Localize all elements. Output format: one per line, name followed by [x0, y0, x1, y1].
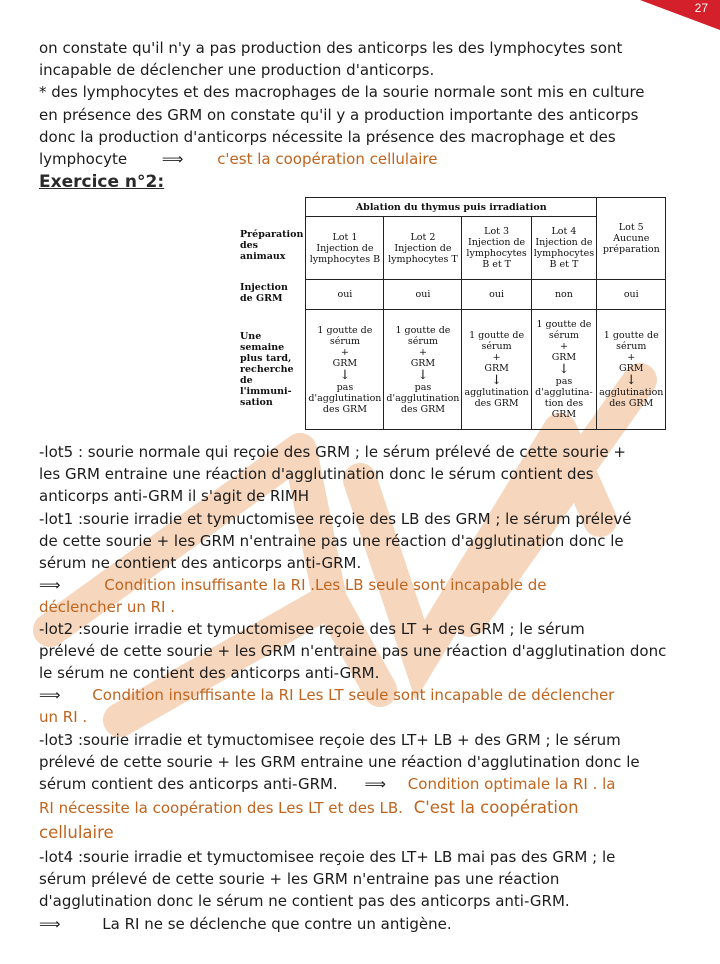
cell-grm-lot5: oui: [597, 280, 666, 310]
text-line: -lot3 :sourie irradie et tymuctomisee reçoie des LT+ LB + des GRM ; le sérum: [39, 731, 621, 749]
text-line: [39, 574, 547, 596]
arrow-right-icon: ⟹: [364, 775, 386, 793]
text-line: d'agglutination donc le sérum ne contient pas des anticorps anti-GRM.: [39, 892, 570, 910]
conclusion-text: déclencher un RI .: [39, 598, 175, 616]
conclusion-text: La RI ne se déclenche que contre un antigène.: [102, 915, 452, 933]
text-fragment: sérum contient des anticorps anti-GRM.: [39, 775, 338, 793]
text-line: prélevé de cette sourie + les GRM entraine une réaction d'agglutination donc le: [39, 753, 640, 771]
text-line: [39, 913, 452, 935]
cell-prep-lot1: Lot 1 Injection de lymphocytes B: [306, 217, 384, 280]
cell-result-lot2: 1 goutte de sérum + GRM ↓ pas d'agglutination des GRM: [384, 310, 462, 430]
text-line: anticorps anti-GRM il s'agit de RIMH: [39, 487, 310, 505]
conclusion-text: Condition insuffisante la RI .Les LB seule sont incapable de: [104, 576, 547, 594]
text-line: le sérum ne contient des anticorps anti-GRM.: [39, 664, 380, 682]
cell-grm-lot3: oui: [462, 280, 531, 310]
arrow-down-icon: ↓: [417, 367, 429, 383]
text-line: en présence des GRM on constate qu'il y a production importante des anticorps: [39, 106, 639, 124]
conclusion-text: un RI .: [39, 708, 88, 726]
conclusion-text: Condition optimale la RI . la: [407, 775, 616, 793]
exercise-title: Exercice n°2:: [39, 172, 165, 192]
text-line: -lot2 :sourie irradie et tymuctomisee reçoie des LT + des GRM ; le sérum: [39, 620, 585, 638]
cell-prep-lot3: Lot 3 Injection de lymphocytes B et T: [462, 217, 531, 280]
cell-result-lot3: 1 goutte de sérum + GRM ↓ agglutination des GRM: [462, 310, 531, 430]
arrow-right-icon: ⟹: [39, 686, 60, 704]
arrow-right-icon: ⟹: [39, 915, 60, 933]
row-label-injection: Injection de GRM: [240, 281, 288, 304]
conclusion-text: C'est la coopération: [413, 798, 579, 817]
cell-grm-lot4: non: [531, 280, 596, 310]
text-line: [39, 797, 579, 819]
cell-result-lot4: 1 goutte de sérum + GRM ↓ pas d'agglutina-tion des GRM: [531, 310, 596, 430]
text-line: donc la production d'anticorps nécessite la présence des macrophage et des: [39, 128, 616, 146]
text-line: -lot1 :sourie irradie et tymuctomisee reçoie des LB des GRM ; le sérum prélevé: [39, 510, 632, 528]
text-line: sérum ne contient des anticorps anti-GRM.: [39, 554, 362, 572]
table-header: Ablation du thymus puis irradiation: [306, 198, 597, 217]
text-line: [39, 773, 616, 795]
arrow-right-icon: ⟹: [161, 150, 183, 168]
cell-result-lot1: 1 goutte de sérum + GRM ↓ pas d'agglutination des GRM: [306, 310, 384, 430]
cell-prep-lot2: Lot 2 Injection de lymphocytes T: [384, 217, 462, 280]
cell-grm-lot1: oui: [306, 280, 384, 310]
text-line: on constate qu'il n'y a pas production des anticorps les des lymphocytes sont: [39, 39, 623, 57]
text-line: sérum prélevé de cette sourie + les GRM n'entraine pas une réaction: [39, 870, 560, 888]
row-label-preparation: Préparation des animaux: [240, 228, 304, 262]
text-line: prélevé de cette sourie + les GRM n'entraine pas une réaction d'agglutination donc: [39, 642, 667, 660]
conclusion-text: Condition insuffisante la RI Les LT seule sont incapable de déclencher: [92, 686, 615, 704]
text-line: les GRM entraine une réaction d'agglutination donc le sérum contient des: [39, 465, 594, 483]
page-number: 27: [694, 1, 708, 15]
text-line: -lot5 : sourie normale qui reçoie des GRM ; le sérum prélevé de cette sourie +: [39, 443, 626, 461]
conclusion-text: cellulaire: [39, 823, 114, 842]
text-line: -lot4 :sourie irradie et tymuctomisee reçoie des LT+ LB mai pas des GRM ; le: [39, 848, 616, 866]
arrow-down-icon: ↓: [339, 367, 351, 383]
cell-prep-lot4: Lot 4 Injection de lymphocytes B et T: [531, 217, 596, 280]
text-line: incapable de déclencher une production d'anticorps.: [39, 61, 435, 79]
text-line: * des lymphocytes et des macrophages de la sourie normale sont mis en culture: [39, 83, 645, 101]
text-line: [39, 148, 438, 170]
cell-grm-lot2: oui: [384, 280, 462, 310]
arrow-right-icon: ⟹: [39, 576, 60, 594]
experiment-table: [238, 197, 666, 430]
arrow-down-icon: ↓: [491, 373, 503, 388]
arrow-down-icon: ↓: [558, 362, 570, 377]
conclusion-text: RI nécessite la coopération des Les LT et des LB.: [39, 799, 403, 817]
cell-result-lot5: 1 goutte de sérum + GRM ↓ agglutination des GRM: [597, 310, 666, 430]
cell-prep-lot5: Lot 5 Aucune préparation: [597, 198, 666, 280]
text-line: de cette sourie + les GRM n'entraine pas une réaction d'agglutination donc le: [39, 532, 624, 550]
conclusion-text: c'est la coopération cellulaire: [217, 150, 438, 168]
text-line: [39, 684, 614, 706]
row-label-week: Une semaine plus tard, recherche de l'immuni-sation: [240, 331, 294, 408]
text-fragment: lymphocyte: [39, 150, 128, 168]
arrow-down-icon: ↓: [625, 373, 637, 388]
